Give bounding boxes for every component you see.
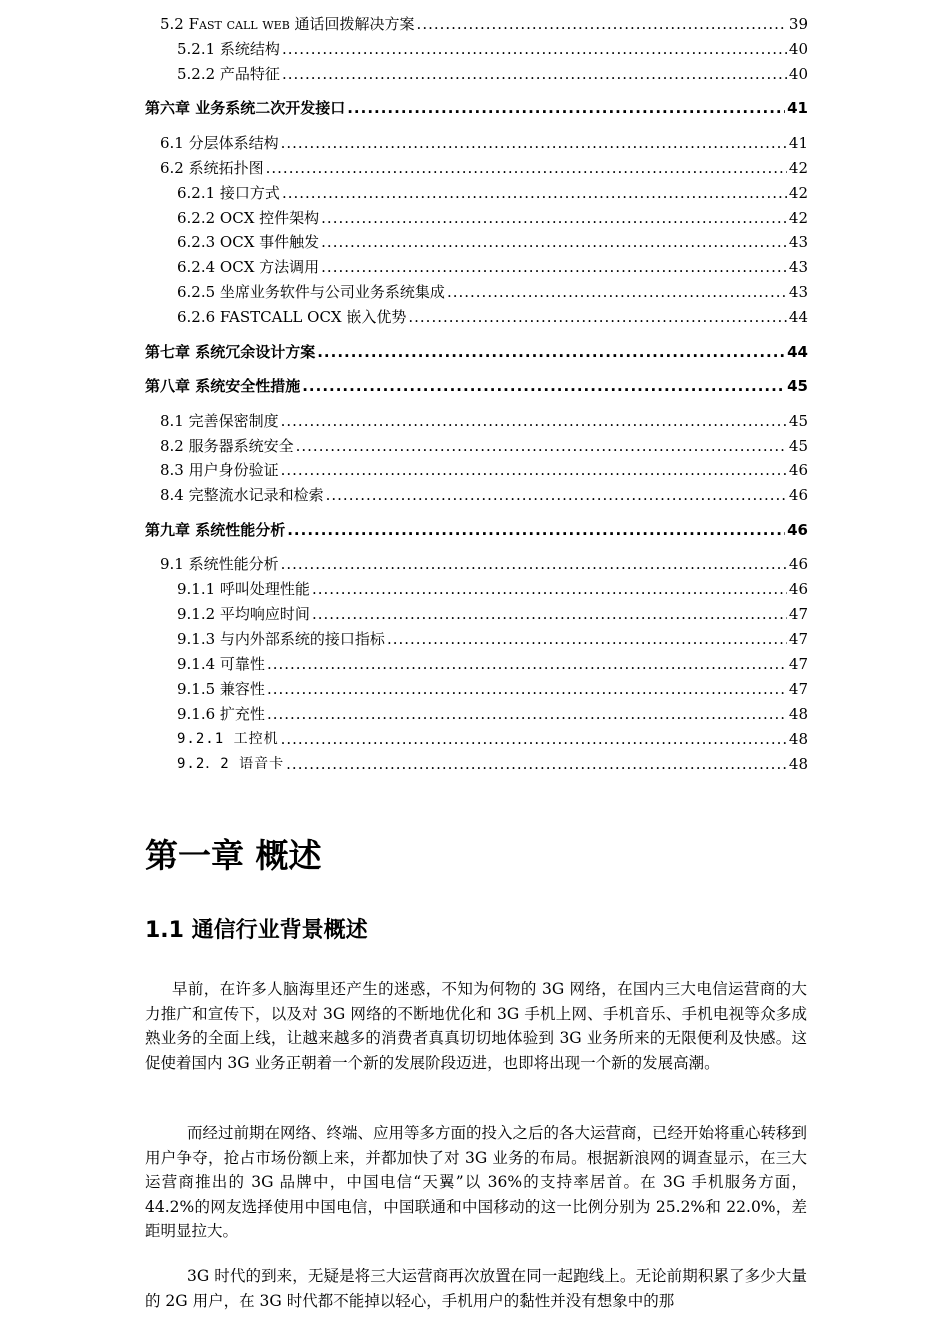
toc-page-number: 41 bbox=[787, 99, 808, 118]
toc-page-number: 46 bbox=[788, 555, 808, 574]
body-paragraph: 3G 时代的到来，无疑是将三大运营商再次放置在同一起跑线上。无论前期积累了多少大量的 2G 用户，在 3G 时代都不能掉以轻心，手机用户的黏性并没有想象中的那 bbox=[145, 1267, 807, 1310]
toc-entry[interactable] bbox=[145, 340, 808, 362]
toc-page-number: 46 bbox=[788, 486, 808, 505]
toc-leader-dots bbox=[266, 158, 787, 178]
toc-leader-dots bbox=[387, 629, 787, 649]
toc-leader-dots bbox=[321, 232, 787, 252]
toc-page-number: 43 bbox=[788, 233, 808, 252]
toc-page-number: 42 bbox=[788, 208, 808, 227]
toc-entry-title: 第六章 业务系统二次开发接口 bbox=[145, 99, 346, 118]
toc-entry-title: 6.2.5 坐席业务软件与公司业务系统集成 bbox=[177, 283, 445, 302]
toc-page-number: 46 bbox=[787, 520, 808, 539]
toc-page-number: 48 bbox=[788, 754, 808, 773]
toc-entry[interactable] bbox=[177, 602, 808, 624]
toc-leader-dots bbox=[312, 579, 787, 599]
toc-entry-title: 8.2 服务器系统安全 bbox=[160, 436, 294, 455]
toc-leader-dots bbox=[267, 654, 787, 674]
toc-entry-title: 8.3 用户身份验证 bbox=[160, 461, 279, 480]
toc-page-number: 48 bbox=[788, 729, 808, 748]
toc-page-number: 43 bbox=[788, 283, 808, 302]
toc-entry[interactable] bbox=[177, 206, 808, 228]
toc-entry[interactable] bbox=[160, 131, 808, 153]
toc-leader-dots bbox=[326, 485, 787, 505]
toc-page-number: 47 bbox=[788, 630, 808, 648]
section-heading: 1.1 通信行业背景概述 bbox=[145, 918, 368, 943]
toc-entry[interactable] bbox=[177, 677, 808, 699]
toc-entry-title: 9.1.3 与内外部系统的接口指标 bbox=[177, 630, 385, 648]
toc-leader-dots bbox=[281, 554, 787, 574]
toc-page-number: 47 bbox=[788, 605, 808, 624]
toc-entry-title: 6.2.3 OCX 事件触发 bbox=[177, 233, 320, 252]
toc-leader-dots bbox=[417, 14, 787, 34]
toc-page-number: 48 bbox=[788, 704, 808, 723]
toc-leader-dots bbox=[282, 39, 787, 59]
toc-entry[interactable] bbox=[177, 727, 808, 749]
body-paragraph: 而经过前期在网络、终端、应用等多方面的投入之后的各大运营商，已经开始将重心转移到用户争夺，抢占市场份额上来，并都加快了对 3G 业务的布局。根据新浪网的调查显示，在三大运营商推出的 3G 品牌中，中国电信“天翼”以 36%的支持率居首。在 3G 手机服务方面，44.2%的网友选择使用中国电信，中国联通和中国移动的这一比例分别为 25.2%和 22.0%，差距明显拉大。 bbox=[145, 1124, 808, 1240]
toc-entry-title: 9.1.1 呼叫处理性能 bbox=[177, 580, 310, 599]
toc-entry[interactable] bbox=[160, 552, 808, 574]
toc-entry[interactable] bbox=[145, 96, 808, 118]
toc-page-number: 43 bbox=[788, 258, 808, 277]
toc-entry[interactable] bbox=[177, 230, 808, 252]
toc-entry-title: 第九章 系统性能分析 bbox=[145, 520, 286, 539]
toc-page-number: 40 bbox=[788, 64, 808, 83]
toc-entry[interactable] bbox=[177, 280, 808, 302]
toc-entry[interactable] bbox=[177, 255, 808, 277]
toc-page-number: 42 bbox=[788, 158, 808, 177]
toc-entry[interactable] bbox=[177, 181, 808, 203]
toc-leader-dots bbox=[281, 133, 787, 153]
toc-entry[interactable] bbox=[177, 652, 808, 674]
toc-entry[interactable] bbox=[160, 434, 808, 456]
toc-entry[interactable] bbox=[160, 409, 808, 431]
toc-leader-dots bbox=[287, 520, 785, 540]
toc-leader-dots bbox=[408, 307, 787, 327]
toc-leader-dots bbox=[347, 98, 785, 118]
toc-entry-title: 第八章 系统安全性措施 bbox=[145, 377, 301, 396]
toc-leader-dots bbox=[296, 436, 787, 456]
toc-entry-title: 9.2．2 语音卡 bbox=[177, 755, 285, 772]
toc-entry[interactable] bbox=[177, 627, 808, 649]
toc-entry-title: 6.2.6 FASTCALL OCX 嵌入优势 bbox=[177, 308, 407, 327]
toc-page-number: 45 bbox=[788, 411, 808, 430]
toc-entry[interactable] bbox=[177, 577, 808, 599]
toc-page-number: 46 bbox=[788, 580, 808, 599]
toc-leader-dots bbox=[267, 679, 787, 699]
toc-entry[interactable] bbox=[177, 37, 808, 59]
body-paragraph: 早前，在许多人脑海里还产生的迷惑，不知为何物的 3G 网络，在国内三大电信运营商的大力推广和宣传下，以及对 3G 网络的不断地优化和 3G 手机上网、手机音乐、手机电视等众多成熟业务的全面上线，让越来越多的消费者真真切切地体验到 3G 业务所来的无限便利及快感。这促使着国内 3G 业务正朝着一个新的发展阶段迈进，也即将出现一个新的发展高潮。 bbox=[145, 980, 807, 1072]
toc-leader-dots bbox=[281, 411, 787, 431]
toc-leader-dots bbox=[281, 460, 787, 480]
toc-entry-title: 5.2.2 产品特征 bbox=[177, 64, 280, 83]
toc-entry[interactable] bbox=[145, 518, 808, 540]
toc-entry[interactable] bbox=[160, 458, 808, 480]
toc-page-number: 45 bbox=[788, 436, 808, 455]
toc-page-number: 47 bbox=[788, 654, 808, 673]
toc-page-number: 41 bbox=[788, 133, 808, 152]
toc-entry-title: 6.2.1 接口方式 bbox=[177, 183, 280, 202]
toc-page-number: 46 bbox=[788, 461, 808, 480]
toc-page-number: 45 bbox=[787, 377, 808, 396]
toc-entry[interactable] bbox=[160, 156, 808, 178]
toc-entry-title: 9.1.6 扩充性 bbox=[177, 704, 265, 723]
toc-entry-title: 8.1 完善保密制度 bbox=[160, 411, 279, 430]
toc-entry[interactable] bbox=[177, 62, 808, 84]
toc-leader-dots bbox=[282, 64, 787, 84]
toc-entry-title: 9.2.1 工控机 bbox=[177, 730, 279, 747]
toc-entry-title: 8.4 完整流水记录和检索 bbox=[160, 486, 324, 505]
toc-leader-dots bbox=[317, 342, 785, 362]
toc-entry-title: 9.1 系统性能分析 bbox=[160, 555, 279, 574]
toc-entry-title: 6.2 系统拓扑图 bbox=[160, 158, 264, 177]
toc-leader-dots bbox=[321, 257, 787, 277]
toc-entry-title: 5.2.1 系统结构 bbox=[177, 39, 280, 58]
toc-entry-title: 9.1.5 兼容性 bbox=[177, 679, 265, 698]
toc-page-number: 39 bbox=[788, 15, 808, 33]
toc-leader-dots bbox=[267, 704, 787, 724]
toc-page-number: 47 bbox=[788, 679, 808, 698]
toc-entry-title: 6.1 分层体系结构 bbox=[160, 133, 279, 152]
toc-leader-dots bbox=[302, 376, 785, 396]
toc-leader-dots bbox=[312, 604, 787, 624]
toc-entry[interactable] bbox=[160, 483, 808, 505]
toc-entry-title: 6.2.4 OCX 方法调用 bbox=[177, 258, 320, 277]
toc-leader-dots bbox=[286, 754, 787, 774]
toc-entry[interactable] bbox=[160, 12, 808, 34]
toc-page-number: 44 bbox=[787, 342, 808, 361]
toc-leader-dots bbox=[282, 183, 787, 203]
chapter-heading: 第一章 概述 bbox=[145, 836, 322, 875]
toc-leader-dots bbox=[447, 282, 787, 302]
toc-page-number: 42 bbox=[788, 183, 808, 202]
toc-entry[interactable] bbox=[177, 305, 808, 327]
toc-entry[interactable] bbox=[145, 374, 808, 396]
toc-entry-title: 6.2.2 OCX 控件架构 bbox=[177, 208, 320, 227]
toc-entry-title: 9.1.4 可靠性 bbox=[177, 654, 265, 673]
toc-entry[interactable] bbox=[177, 752, 808, 774]
toc-entry-title: 9.1.2 平均响应时间 bbox=[177, 605, 310, 624]
toc-page-number: 44 bbox=[788, 308, 808, 327]
toc-entry-title: 5.2 Fast call web 通话回拨解决方案 bbox=[160, 15, 415, 33]
toc-leader-dots bbox=[321, 208, 787, 228]
toc-entry-title: 第七章 系统冗余设计方案 bbox=[145, 342, 316, 361]
toc-leader-dots bbox=[281, 729, 787, 749]
toc-page-number: 40 bbox=[788, 39, 808, 58]
toc-entry[interactable] bbox=[177, 702, 808, 724]
